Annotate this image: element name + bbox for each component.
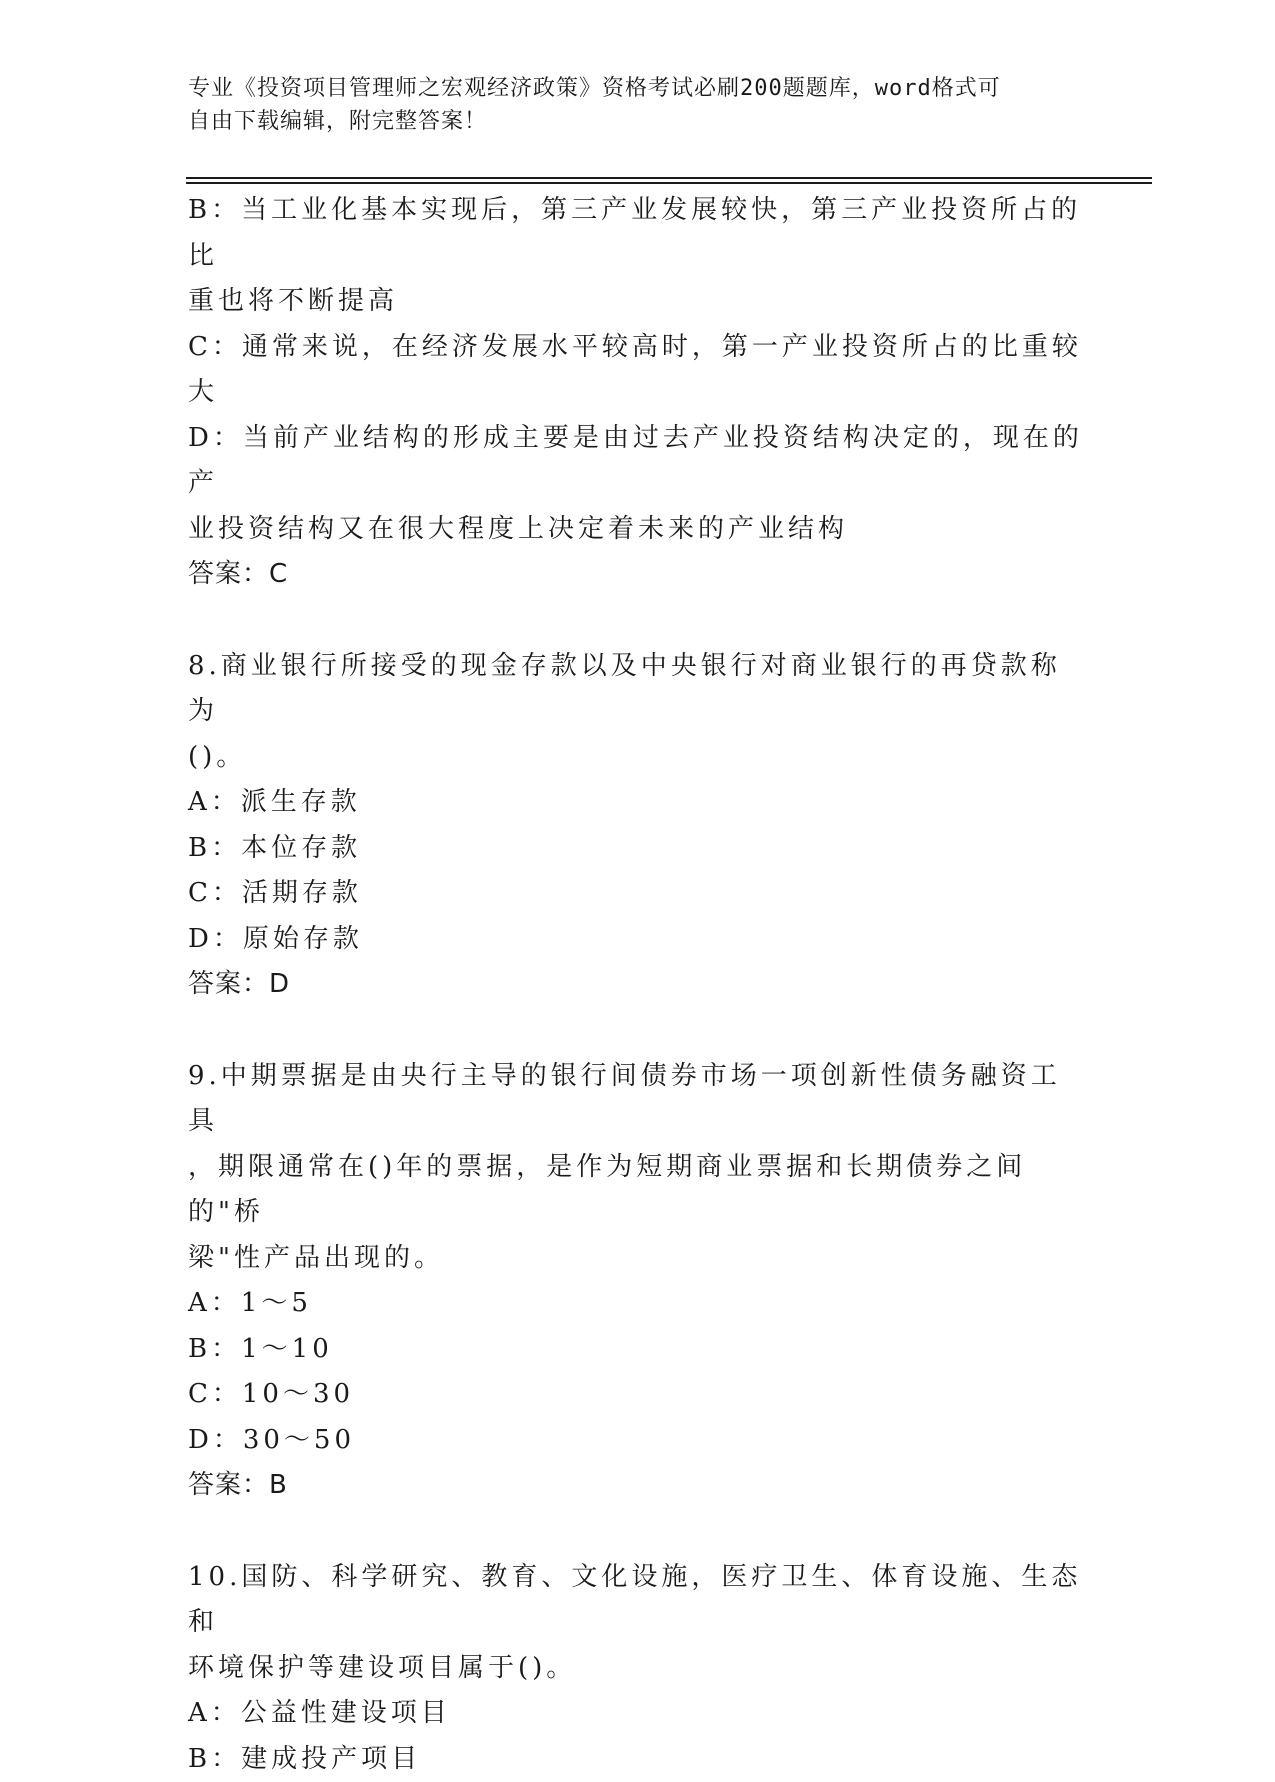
option-b: B：建成投产项目 xyxy=(188,1737,1088,1782)
question-stem-line-2: ()。 xyxy=(188,735,1088,781)
spacer xyxy=(188,598,1088,644)
question-stem-line-2: 环境保护等建设项目属于()。 xyxy=(188,1646,1088,1692)
question-stem-line-1: 10.国防、科学研究、教育、文化设施，医疗卫生、体育设施、生态和 xyxy=(188,1555,1088,1646)
header-divider-bottom xyxy=(186,182,1152,184)
question-8 xyxy=(188,644,1088,1008)
option-c: C：活期存款 xyxy=(188,871,1088,917)
option-b-line-1: B：当工业化基本实现后，第三产业发展较快，第三产业投资所占的比 xyxy=(188,188,1088,279)
header-divider-top xyxy=(186,177,1152,179)
option-d-line-2: 业投资结构又在很大程度上决定着未来的产业结构 xyxy=(188,507,1088,553)
answer: 答案：B xyxy=(188,1463,1088,1509)
option-c: C：10～30 xyxy=(188,1372,1088,1418)
option-a: A：1～5 xyxy=(188,1281,1088,1327)
spacer xyxy=(188,1509,1088,1555)
option-b-line-2: 重也将不断提高 xyxy=(188,279,1088,325)
option-a: A：派生存款 xyxy=(188,780,1088,826)
option-a: A：公益性建设项目 xyxy=(188,1691,1088,1737)
question-stem-line-1: 9.中期票据是由央行主导的银行间债券市场一项创新性债务融资工具 xyxy=(188,1054,1088,1145)
option-d: D：30～50 xyxy=(188,1418,1088,1464)
question-stem-line-3: 梁"性产品出现的。 xyxy=(188,1236,1088,1282)
header-line-2: 自由下载编辑，附完整答案！ xyxy=(188,105,1068,138)
header-line-1: 专业《投资项目管理师之宏观经济政策》资格考试必刷200题题库，word格式可 xyxy=(188,72,1068,105)
answer: 答案：C xyxy=(188,552,1088,598)
question-7-tail xyxy=(188,188,1088,598)
option-c: C：通常来说，在经济发展水平较高时，第一产业投资所占的比重较大 xyxy=(188,325,1088,416)
question-10 xyxy=(188,1555,1088,1782)
question-9 xyxy=(188,1054,1088,1509)
document-header xyxy=(188,72,1068,138)
document-body xyxy=(188,188,1088,1782)
question-stem-line-2: ，期限通常在()年的票据，是作为短期商业票据和长期债券之间的"桥 xyxy=(188,1145,1088,1236)
option-d-line-1: D：当前产业结构的形成主要是由过去产业投资结构决定的，现在的产 xyxy=(188,416,1088,507)
spacer xyxy=(188,1008,1088,1054)
answer: 答案：D xyxy=(188,962,1088,1008)
option-d: D：原始存款 xyxy=(188,917,1088,963)
option-b: B：本位存款 xyxy=(188,826,1088,872)
option-b: B：1～10 xyxy=(188,1327,1088,1373)
question-stem-line-1: 8.商业银行所接受的现金存款以及中央银行对商业银行的再贷款称为 xyxy=(188,644,1088,735)
